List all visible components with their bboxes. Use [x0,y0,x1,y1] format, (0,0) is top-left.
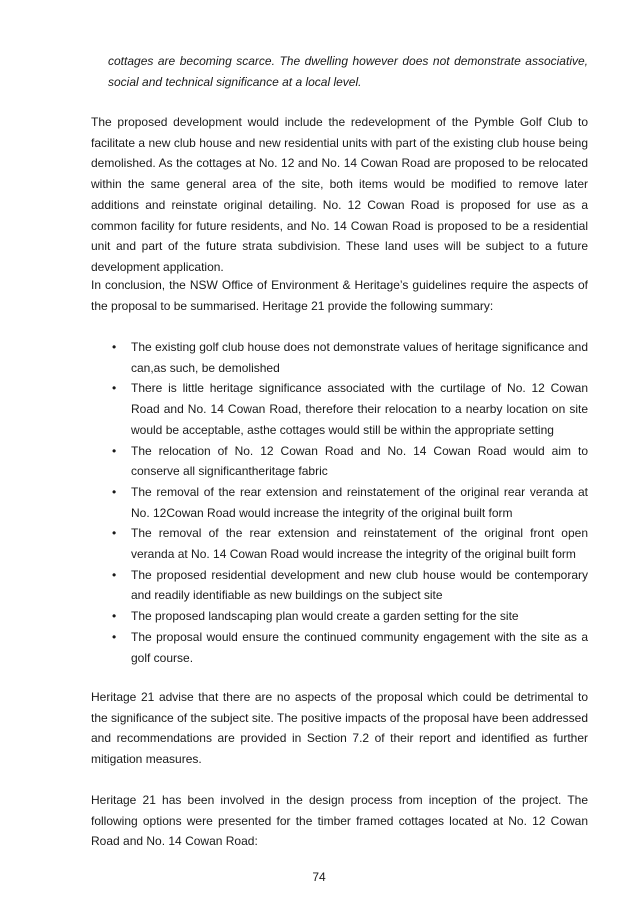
paragraph-development: The proposed development would include the redevelopment of the Pymble Golf Club to facilitate a new club house and new residential units with part of the existing club house being demolished. As the cottages at No. 12 and No. 14 Cowan Road are proposed to be relocated within the same general area of the site, both items would be modified to remove later additions and reinstate original detailing. No. 12 Cowan Road is proposed for use as a common facility for future residents, and No. 14 Cowan Road is proposed to be a residential unit and part of the future strata subdivision. These land uses will be subject to a future development application. [91,115,588,274]
page-number: 74 [312,870,326,884]
list-item [91,565,588,606]
list-item-text: There is little heritage significance associated with the curtilage of No. 12 Cowan Road and No. 14 Cowan Road, therefore their relocation to a nearby location on site would be acceptable, asthe cottages would still be within the appropriate setting [131,381,588,437]
bullet-icon: • [112,484,117,499]
list-item-text: The existing golf club house does not demonstrate values of heritage significance and can,as such, be demolished [131,340,588,375]
list-item-text: The relocation of No. 12 Cowan Road and No. 14 Cowan Road would aim to conserve all significantheritage fabric [131,443,588,479]
list-item [91,337,588,378]
list-item [91,441,588,482]
bullet-icon: • [112,609,117,624]
bullet-icon: • [112,340,117,354]
paragraph-design-process: Heritage 21 has been involved in the design process from inception of the project. The following options were presented for the timber framed cottages located at No. 12 Cowan Road and No. 14 Cowan Road: [91,793,588,849]
bullet-icon: • [112,526,117,541]
bullet-icon: • [112,381,117,396]
quoted-text: cottages are becoming scarce. The dwelling however does not demonstrate associative, social and technical significance at a local level. [108,54,588,89]
list-item [91,482,588,523]
bullet-icon: • [112,629,117,644]
paragraph-conclusion: In conclusion, the NSW Office of Environment & Heritage’s guidelines require the aspects of the proposal to be summarised. Heritage 21 provide the following summary: [91,278,588,313]
summary-bullet-list [91,337,588,668]
list-item [91,627,588,668]
paragraph-heritage-advice: Heritage 21 advise that there are no aspects of the proposal which could be detrimental to the significance of the subject site. The positive impacts of the proposal have been addressed and recommendations are provided in Section 7.2 of their report and identified as further mitigation measures. [91,690,588,767]
list-item-text: The proposed landscaping plan would create a garden setting for the site [131,609,519,624]
list-item-text: The removal of the rear extension and reinstatement of the original front open veranda at No. 14 Cowan Road would increase the integrity of the original built form [131,526,588,562]
list-item [91,523,588,564]
list-item [91,378,588,440]
bullet-icon: • [112,567,117,582]
bullet-icon: • [112,443,117,458]
list-item-text: The proposed residential development and new club house would be contemporary and readily identifiable as new buildings on the subject site [131,567,588,603]
list-item-text: The proposal would ensure the continued community engagement with the site as a golf course. [131,629,588,665]
list-item-text: The removal of the rear extension and reinstatement of the original rear veranda at No. 12Cowan Road would increase the integrity of the original built form [131,484,588,520]
list-item [91,606,588,627]
